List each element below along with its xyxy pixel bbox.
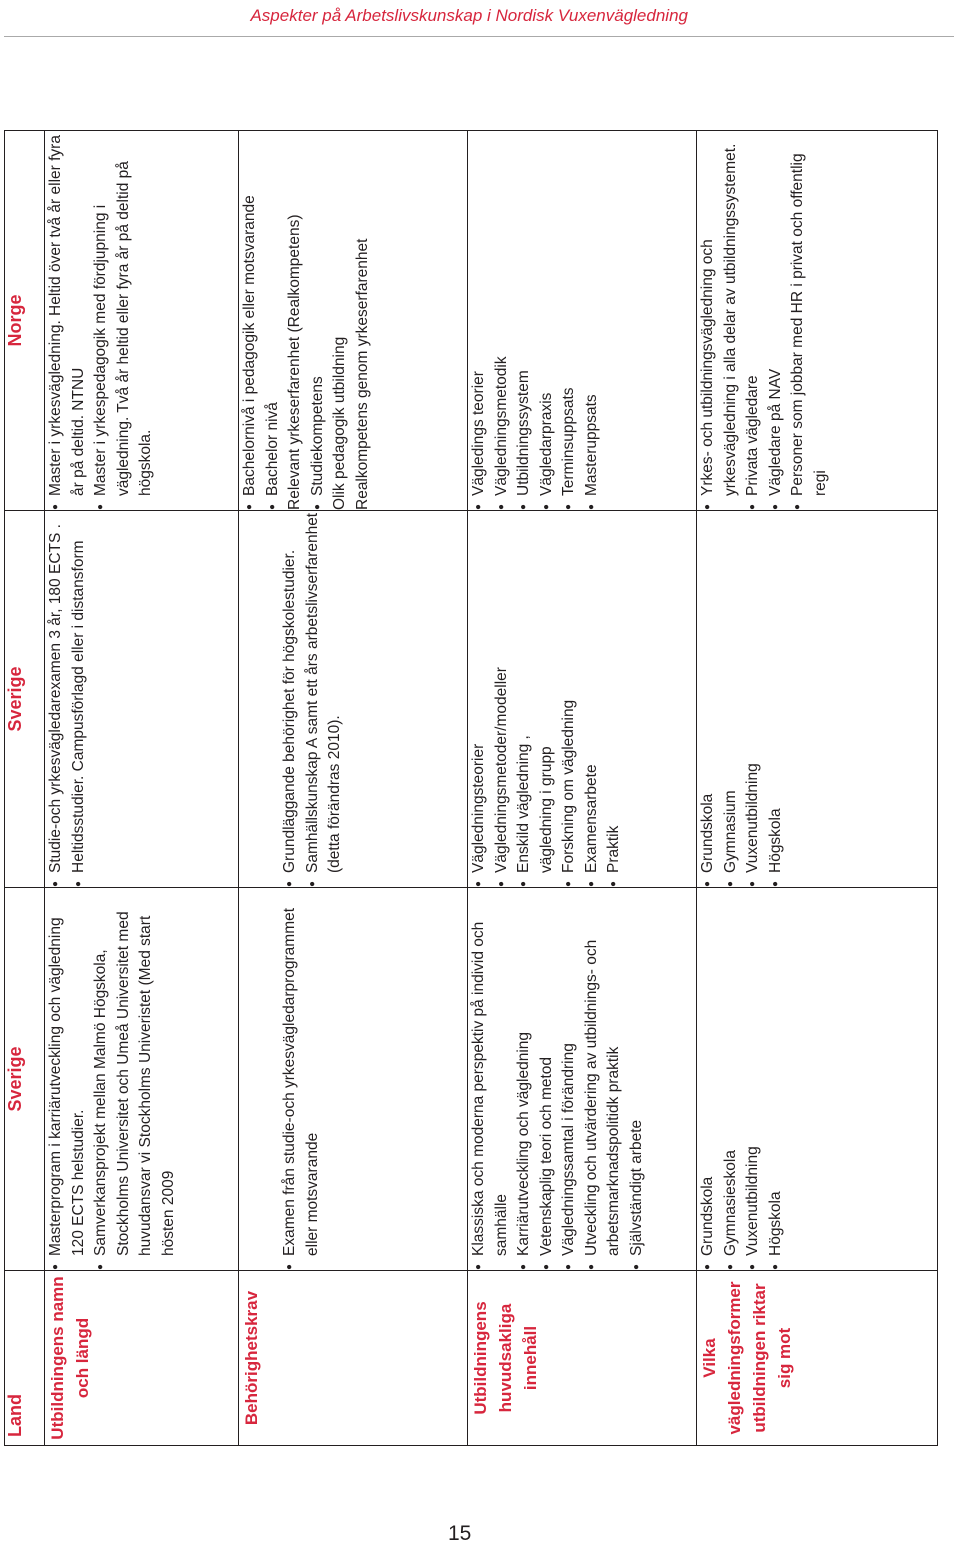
column-header-norge: Norge — [5, 131, 45, 511]
header-rule — [4, 36, 954, 37]
list-item: ● Heltidsstudier. Campusförlagd eller i distansform — [68, 511, 91, 887]
row-label-huvudsakliga-innehall: Utbildningens huvudsakliga innehåll — [468, 1271, 697, 1446]
list-item: ● Master i yrkesvägledning. Heltid över två år eller fyra år på deltid. NTNU — [45, 131, 90, 510]
comparison-table — [4, 130, 938, 1446]
list-item: ● Bachelor nivå — [262, 131, 285, 510]
list-item: ● Gymnasium — [720, 511, 743, 887]
list-item: ● Studie-och yrkesvägledarexamen 3 år, 180 ECTS . — [45, 511, 68, 887]
list-item: ● Bachelornivå i pedagogik eller motsvarande — [239, 131, 262, 510]
list-item: ● Grundläggande behörighet för högskolestudier. — [279, 511, 302, 887]
list-item: vägledning i grupp — [537, 746, 555, 873]
column-header-sverige-2: Sverige — [5, 511, 45, 888]
list-item: Realkompetens genom yrkeserfarenhet — [353, 238, 371, 510]
list-item: ● Personer som jobbar med HR i privat och offentlig regi — [787, 131, 832, 510]
list-item: ● Grundskola — [697, 511, 720, 887]
list-item: ● Vägledningsteorier — [468, 511, 491, 887]
column-header-sverige-1: Sverige — [5, 888, 45, 1271]
table-cell — [697, 131, 938, 511]
list-item: ● Vuxenutbildning — [742, 511, 765, 887]
table-cell — [239, 131, 468, 511]
list-item: ● Högskola — [765, 888, 788, 1270]
list-item: Olik pedagogik utbildning — [331, 336, 348, 510]
table-cell — [239, 888, 468, 1271]
list-item: ● Utbildningssystem — [513, 131, 536, 510]
comparison-table-rotated — [4, 131, 937, 1446]
list-item: Relevant yrkeserfarenhet (Realkompetens) — [286, 214, 303, 510]
list-item: ● Praktik — [603, 511, 626, 887]
list-item: ● Master i yrkespedagogik med fördjupning i vägledning. Två år heltid eller fyra år på deltid på högskola. — [90, 131, 158, 510]
list-item: ● Vägledarpraxis — [536, 131, 559, 510]
list-item: ● Studiekompetens — [307, 131, 330, 510]
table-cell — [468, 131, 697, 511]
table-row — [468, 131, 697, 1446]
table-cell — [697, 888, 938, 1271]
header-row — [5, 131, 45, 1446]
list-item: ● Masteruppsats — [581, 131, 604, 510]
list-item: ● Samverkansprojekt mellan Malmö Högskola, Stockholms Universitet och Umeå Universitet med huvudansvar vi Stockholms Univeristet (Med start hösten 2009 — [90, 888, 180, 1270]
table-row — [239, 131, 468, 1446]
list-item: ● Karriärutveckling och vägledning — [513, 888, 536, 1270]
table-cell — [239, 511, 468, 888]
column-header-land: Land — [5, 1271, 45, 1446]
list-item: ● Privata vägledare — [742, 131, 765, 510]
list-item: ● Samhällskunskap A samt ett års arbetslivserfarenhet (detta förändras 2010). — [302, 511, 347, 887]
list-item: ● Forskning om vägledning — [558, 511, 581, 887]
list-item: ● Yrkes- och utbildningsvägledning och yrkesvägledning i alla delar av utbildningssystemet. — [697, 131, 742, 510]
table-cell — [45, 888, 239, 1271]
row-label-behorighetskrav: Behörighetskrav — [239, 1271, 468, 1446]
list-item: ● Vägledings teorier — [468, 131, 491, 510]
list-item: ● Vägledningssamtal i förändring — [558, 888, 581, 1270]
list-item: ● Vägledningsmetodik — [491, 131, 514, 510]
list-item: ● Examensarbete — [581, 511, 604, 887]
running-title: Aspekter på Arbetslivskunskap i Nordisk Vuxenvägledning — [250, 6, 688, 25]
list-item: ● Enskild vägledning , — [513, 511, 536, 887]
table-cell — [45, 131, 239, 511]
list-item: ● Vetenskaplig teori och metod — [536, 888, 559, 1270]
row-label-vagledningsformer: Vilka vägledningsformer utbildningen riktar sig mot — [697, 1271, 938, 1446]
table-cell — [468, 888, 697, 1271]
table-row — [45, 131, 239, 1446]
table-cell — [45, 511, 239, 888]
list-item: ● Examen från studie-och yrkesvägledarprogrammet eller motsvarande — [279, 888, 324, 1270]
list-item: ● Vägledare på NAV — [765, 131, 788, 510]
list-item: ● Vuxenutbildning — [742, 888, 765, 1270]
table-cell — [468, 511, 697, 888]
list-item: ● Terminsuppsats — [558, 131, 581, 510]
list-item: ● Grundskola — [697, 888, 720, 1270]
list-item: ● Vägledningsmetoder/modeller — [491, 511, 514, 887]
table-row — [697, 131, 938, 1446]
page-number: 15 — [448, 1522, 472, 1545]
list-item: ● Masterprogram i karriärutveckling och vägledning 120 ECTS helstudier. — [45, 888, 90, 1270]
list-item: ● Klassiska och moderna perspektiv på individ och samhälle — [468, 888, 513, 1270]
list-item: ● Högskola — [765, 511, 788, 887]
list-item: ● Självständigt arbete — [626, 888, 649, 1270]
row-label-namn-och-langd: Utbildningens namn och längd — [45, 1271, 239, 1446]
list-item: ● Gymnasieskola — [720, 888, 743, 1270]
list-item: ● Utveckling och utvärdering av utbildnings- och arbetsmarknadspolitidk praktik — [581, 888, 626, 1270]
table-cell — [697, 511, 938, 888]
